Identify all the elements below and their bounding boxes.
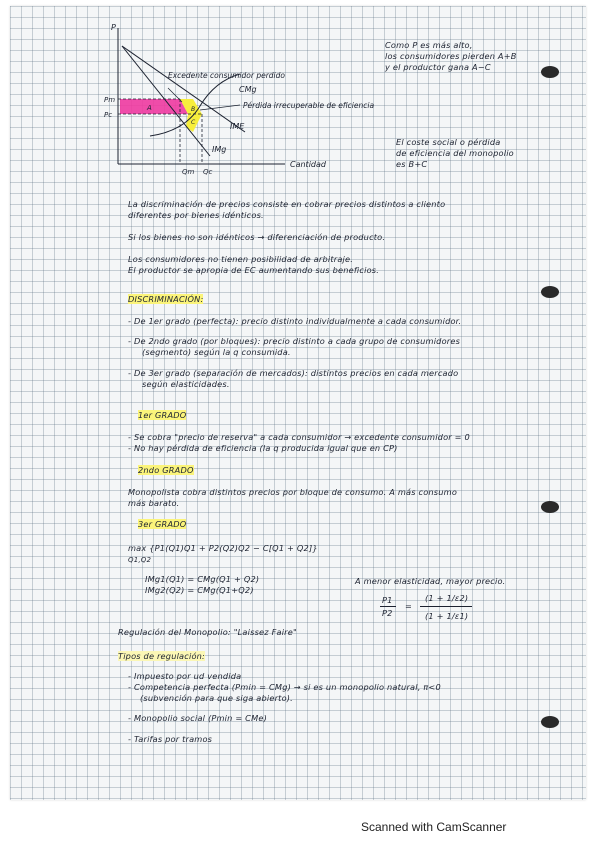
grado-1-line: - De 1er grado (perfecta): precio distinto individualmente a cada consumidor. <box>128 316 462 326</box>
pc-label: Pc <box>104 111 113 119</box>
g2-title: 2ndo GRADO <box>138 465 194 475</box>
frac-left-num: P1 <box>382 595 393 605</box>
cantidad-label: Cantidad <box>290 160 326 169</box>
g3-title: 3er GRADO <box>138 519 187 529</box>
demand-ime-curve <box>122 46 245 132</box>
qm-label: Qm <box>182 168 195 176</box>
g1-line-2: - No hay pérdida de eficiencia (la q producida igual que en CP) <box>128 443 398 453</box>
scanner-watermark: Scanned with CamScanner <box>361 820 507 834</box>
qc-label: Qc <box>203 168 213 176</box>
tipo-3: - Monopolio social (Pmin = CMe) <box>128 713 267 723</box>
frac-left-bar <box>380 606 396 607</box>
area-a-label: A <box>147 104 152 112</box>
note-line-2: los consumidores pierden A+B <box>385 51 517 61</box>
eq-img-1: IMg1(Q1) = CMg(Q1 + Q2) <box>145 574 260 584</box>
diferenciacion-line: Si los bienes no son idénticos → diferenciación de producto. <box>128 232 386 242</box>
img-label: IMg <box>212 145 227 154</box>
g1-title: 1er GRADO <box>138 410 187 420</box>
g2-line-2: más barato. <box>128 498 180 508</box>
area-yellow-right <box>193 99 202 132</box>
note-line-1: Como P es más alto, <box>385 40 473 50</box>
productor-line: El productor se apropia de EC aumentando sus beneficios. <box>128 265 380 275</box>
discriminacion-title: DISCRIMINACIÓN: <box>128 294 204 304</box>
frac-left-den: P2 <box>382 608 393 618</box>
grado-3-line-a: - De 3er grado (separación de mercados): distintos precios en cada mercado <box>128 368 459 378</box>
grado-2-line-a: - De 2ndo grado (por bloques): precio distinto a cada grupo de consumidores <box>128 336 461 346</box>
excedente-label: Excedente consumidor perdido <box>168 71 285 80</box>
perdida-label: Pérdida irrecuperable de eficiencia <box>243 101 375 110</box>
regulacion-title: Regulación del Monopolio: "Laissez Faire" <box>118 627 297 637</box>
area-a-pink <box>120 99 188 114</box>
ime-label: IME <box>230 122 245 131</box>
area-b-label: B <box>191 106 196 113</box>
tipo-4: - Tarifas por tramos <box>128 734 213 744</box>
tipo-2-b: (subvención para que siga abierto). <box>140 693 293 703</box>
binder-hole <box>541 286 559 298</box>
binder-hole <box>541 66 559 78</box>
eq-max: max {P1(Q1)Q1 + P2(Q2)Q2 − C[Q1 + Q2]} <box>128 543 318 553</box>
coste-line-2: de eficiencia del monopolio <box>396 148 514 158</box>
intro-line-1: La discriminación de precios consiste en cobrar precios distintos a cliento <box>128 199 446 209</box>
area-c-label: C <box>191 119 196 126</box>
eq-img-2: IMg2(Q2) = CMg(Q1+Q2) <box>145 585 254 595</box>
coste-line-1: El coste social o pérdida <box>396 137 501 147</box>
frac-right-num: (1 + 1/ε2) <box>425 593 469 603</box>
intro-line-2: diferentes por bienes idénticos. <box>128 210 264 220</box>
notebook-page <box>10 6 586 800</box>
frac-right-den: (1 + 1/ε1) <box>425 611 469 621</box>
note-line-3: y el productor gana A−C <box>385 62 491 72</box>
tipo-2-a: - Competencia perfecta (Pmin = CMg) → si es un monopolio natural, π<0 <box>128 682 441 692</box>
eq-max-sub: Q1,Q2 <box>128 556 152 564</box>
tipos-title: Tipos de regulación: <box>118 651 206 661</box>
binder-hole <box>541 501 559 513</box>
coste-line-3: es B+C <box>396 159 428 169</box>
grado-2-line-b: (segmento) según la q consumida. <box>142 347 291 357</box>
arbitraje-line: Los consumidores no tienen posibilidad de arbitraje. <box>128 254 354 264</box>
binder-hole <box>541 716 559 728</box>
pm-label: Pm <box>104 96 116 104</box>
monopoly-graph <box>10 6 375 186</box>
grado-3-line-b: según elasticidades. <box>142 379 230 389</box>
frac-equals: = <box>405 601 413 611</box>
elasticity-note: A menor elasticidad, mayor precio. <box>355 576 506 586</box>
g2-line-1: Monopolista cobra distintos precios por bloque de consumo. A más consumo <box>128 487 458 497</box>
cmg-label: CMg <box>239 85 257 94</box>
frac-right-bar <box>420 606 472 607</box>
g1-line-1: - Se cobra "precio de reserva" a cada consumidor → excedente consumidor = 0 <box>128 432 470 442</box>
tipo-1: - Impuesto por ud vendida <box>128 671 242 681</box>
axis-p-label: P <box>111 23 116 32</box>
